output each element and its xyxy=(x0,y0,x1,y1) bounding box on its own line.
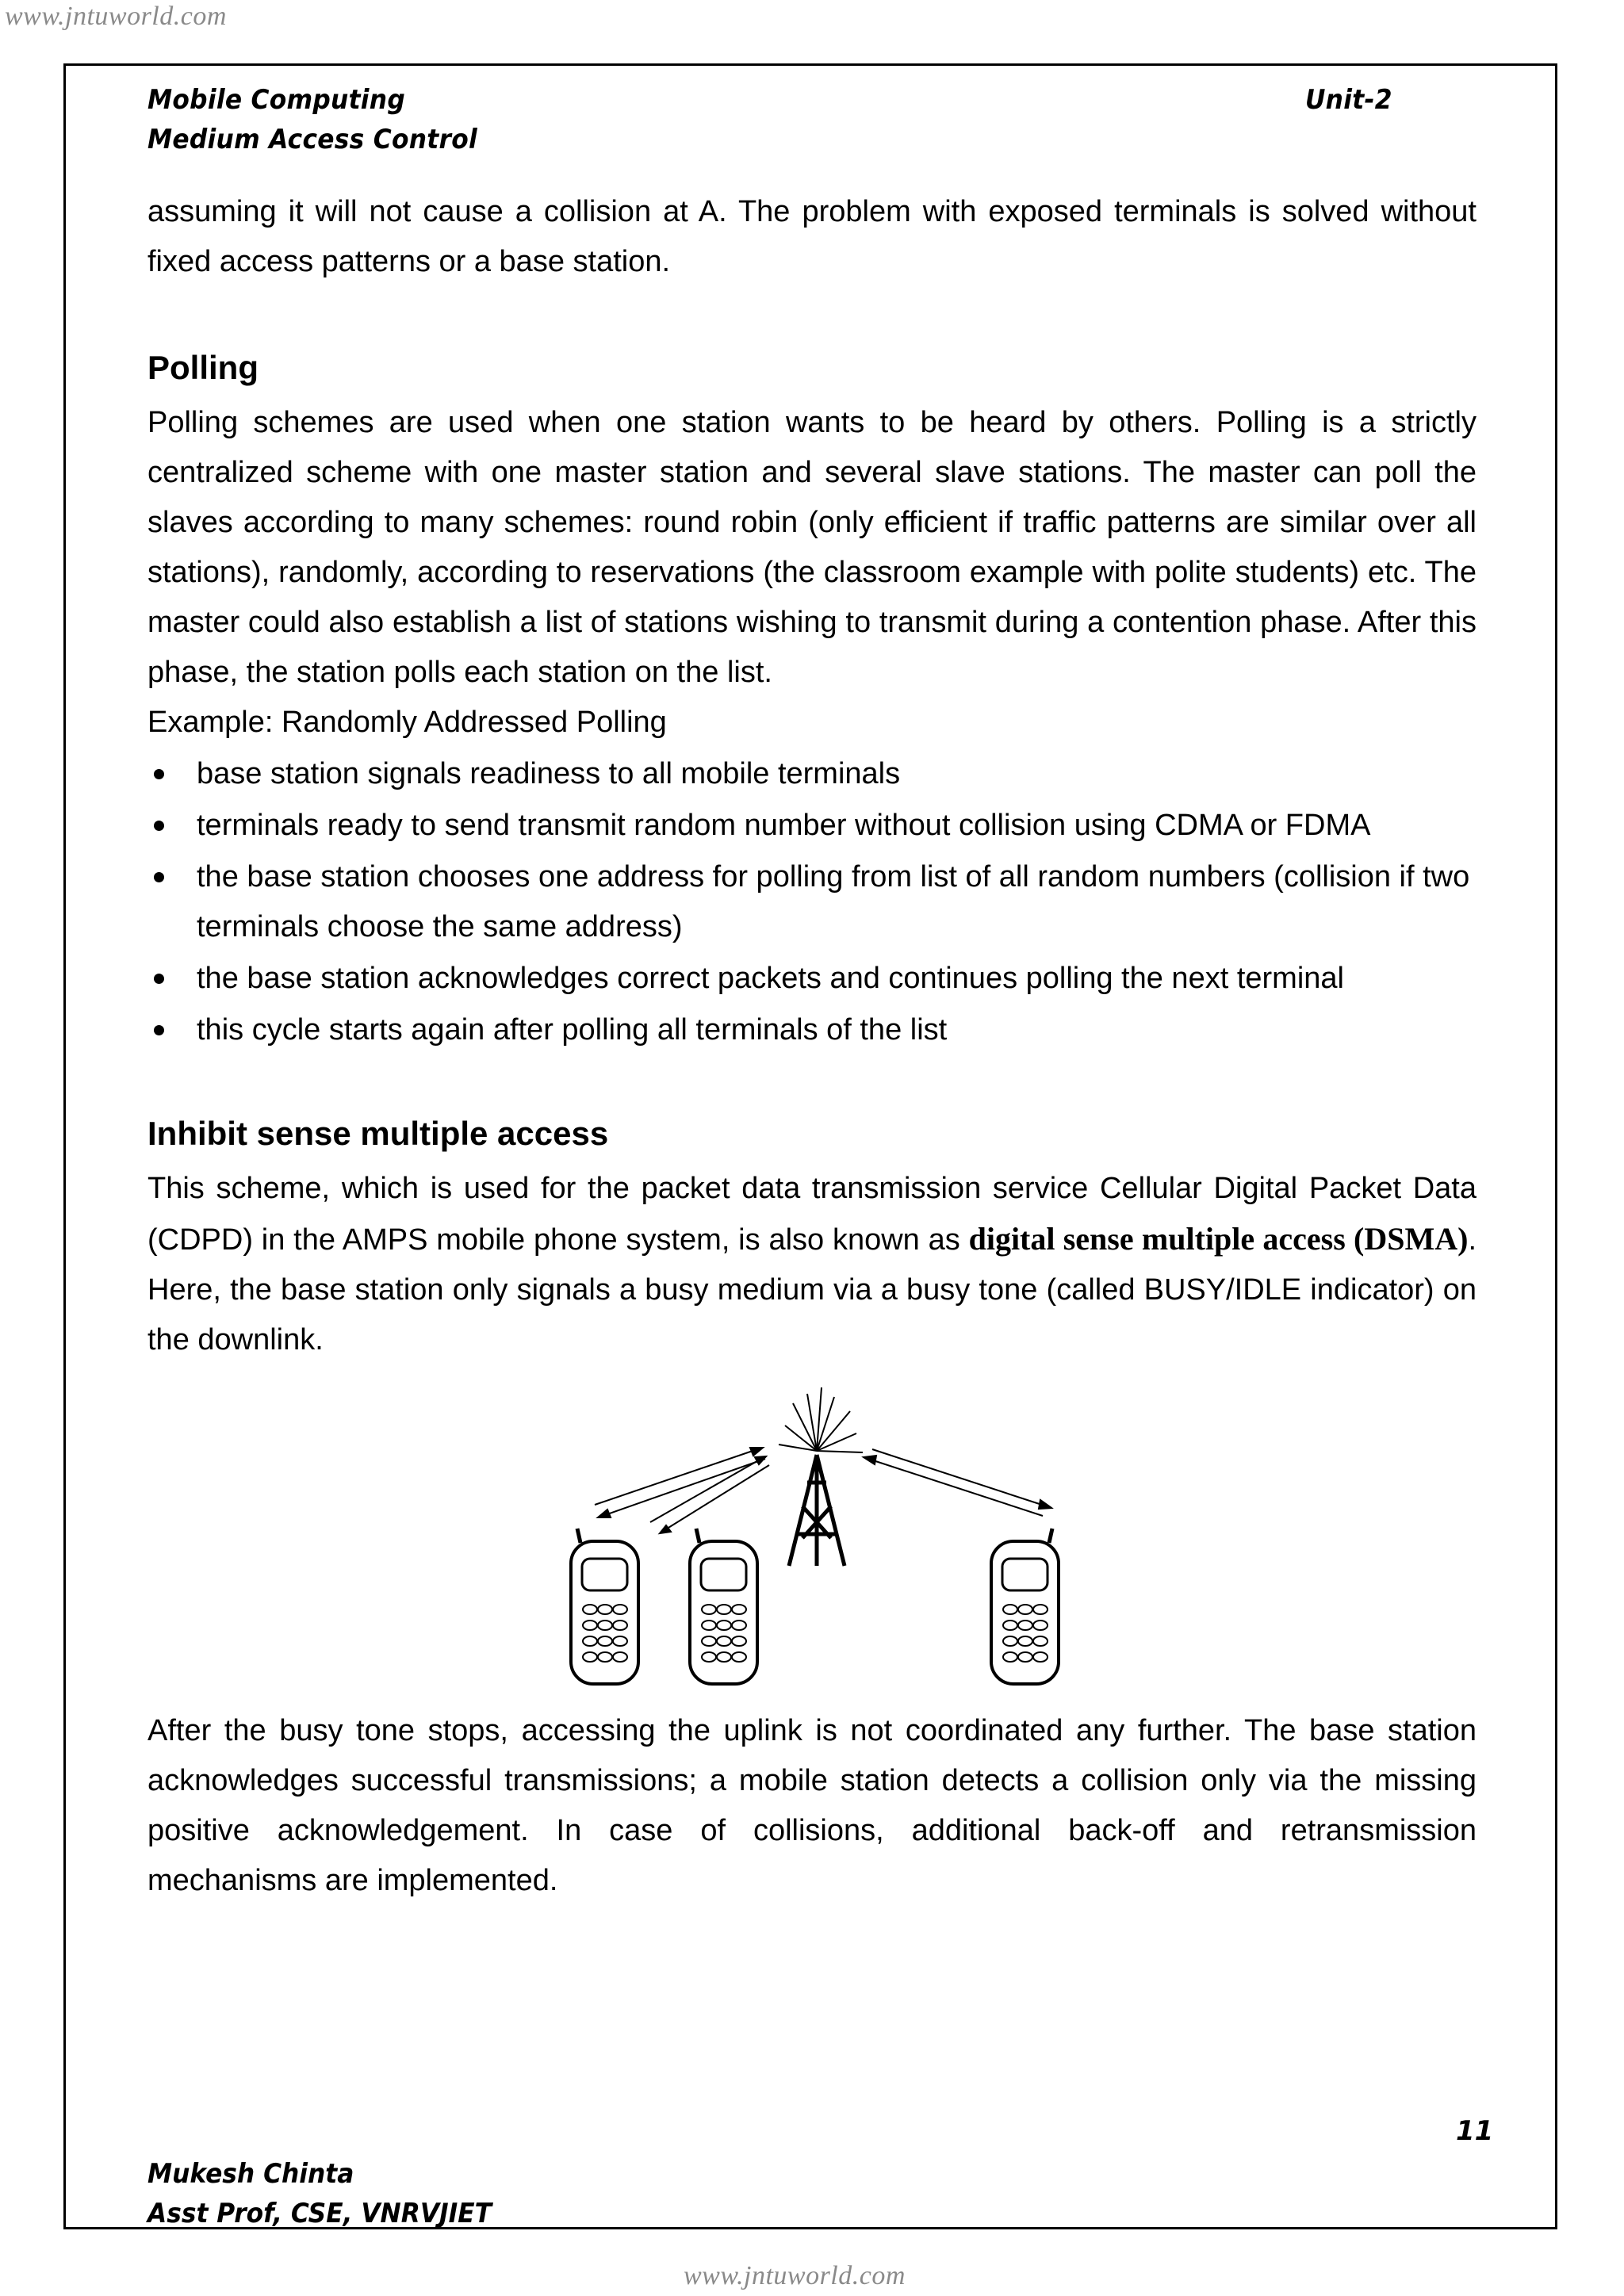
bullet-icon xyxy=(154,1025,164,1035)
polling-paragraph: Polling schemes are used when one station wants to be heard by others. Polling is a strictly centralized scheme with one master station and several slave stations. The master can poll the slaves according to many schemes: round robin (only efficient if traffic patterns are similar over all stations), randomly, according to reservations (the classroom example with polite students) etc. The master could also establish a list of stations wishing to transmit during a contention phase. After this phase, the station polls each station on the list. xyxy=(147,406,1477,689)
bullet-icon xyxy=(154,872,164,882)
footer-affiliation: Asst Prof, CSE, VNRVJIET xyxy=(147,2198,492,2229)
header-topic: Medium Access Control xyxy=(147,124,477,155)
watermark-bottom: www.jntuworld.com xyxy=(684,2261,906,2290)
link-arrows-icon xyxy=(595,1448,1051,1533)
list-item: terminals ready to send transmit random number without collision using CDMA or FDMA xyxy=(147,801,1477,851)
list-item: the base station chooses one address for polling from list of all random numbers (collision if two terminals choose the same address) xyxy=(147,852,1477,952)
polling-bullet-list xyxy=(147,749,1477,1057)
page-number: 11 xyxy=(1456,2115,1494,2147)
mobile-phone-icon xyxy=(991,1529,1059,1684)
isma-paragraph-2: After the busy tone stops, accessing the uplink is not coordinated any further. The base station acknowledges successful transmissions; a mobile station detects a collision only via the missing positive acknowledgement. In case of collisions, additional back-off and retransmission mechanisms are implemented. xyxy=(147,1714,1477,1897)
list-item: the base station acknowledges correct packets and continues polling the next terminal xyxy=(147,954,1477,1004)
mobile-phone-icon xyxy=(690,1529,757,1684)
isma-paragraph-1: This scheme, which is used for the packet data transmission service Cellular Digital Packet Data (CDPD) in the AMPS mobile phone system, is also known as digital sense multiple access (DSMA). Here, the base station only signals a busy medium via a busy tone (called BUSY/IDLE indicator) on the downlink. xyxy=(147,1172,1477,1357)
polling-heading: Polling xyxy=(147,349,259,386)
isma-heading: Inhibit sense multiple access xyxy=(147,1115,609,1152)
footer-author: Mukesh Chinta xyxy=(147,2158,354,2190)
mobile-phone-icon xyxy=(571,1529,638,1684)
header-subject: Mobile Computing xyxy=(147,84,406,116)
list-item: base station signals readiness to all mobile terminals xyxy=(147,749,1477,799)
bullet-icon xyxy=(154,821,164,831)
bullet-icon xyxy=(154,769,164,779)
watermark-top: www.jntuworld.com xyxy=(5,2,227,31)
header-unit: Unit-2 xyxy=(1305,84,1392,116)
example-label: Example: Randomly Addressed Polling xyxy=(147,706,667,739)
base-station-figure xyxy=(555,1380,1078,1689)
antenna-tower-icon xyxy=(789,1455,845,1566)
bullet-icon xyxy=(154,974,164,984)
dsma-term: digital sense multiple access (DSMA) xyxy=(968,1221,1469,1257)
list-item: this cycle starts again after polling all terminals of the list xyxy=(147,1005,1477,1055)
signal-rays-icon xyxy=(779,1387,863,1452)
intro-paragraph: assuming it will not cause a collision at A. The problem with exposed terminals is solved without fixed access patterns or a base station. xyxy=(147,195,1477,278)
